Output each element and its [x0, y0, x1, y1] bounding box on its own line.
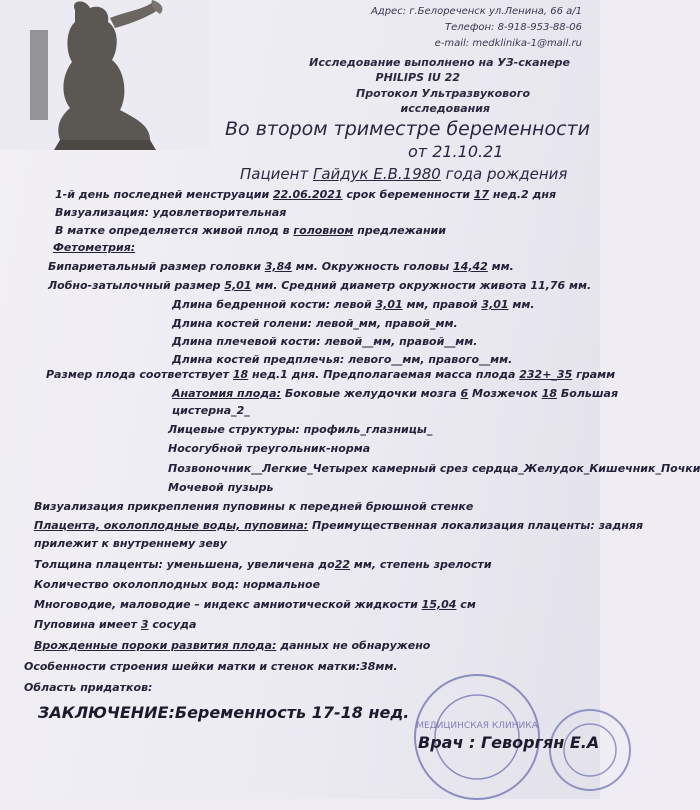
- hc-value: 14,42: [453, 260, 488, 273]
- mass-label: нед.1 дня. Предполагаемая масса плода: [248, 368, 520, 381]
- header-email: e-mail: medklinika-1@mail.ru: [434, 38, 582, 49]
- header-address: Адрес: г.Белореченск ул.Ленина, 66 а/1: [370, 6, 582, 17]
- afi-line: [34, 598, 476, 611]
- cord-line: Визуализация прикрепления пуповины к передней брюшной стенке: [34, 500, 474, 513]
- fetus-line: [55, 224, 446, 237]
- fetus-suffix: предлежании: [353, 224, 446, 237]
- bpd-label: Бипариетальный размер головки: [48, 260, 265, 273]
- header-protocol-1: Протокол Ультразвукового: [355, 87, 530, 100]
- header-phone: Телефон: 8-918-953-88-06: [445, 22, 582, 33]
- ofd-label: Лобно-затылочный размер: [48, 279, 225, 292]
- placenta-location: Преимущественная локализация плаценты: задняя: [308, 519, 644, 532]
- anatomy-line: [172, 387, 618, 400]
- cerebellum-value: 18: [541, 387, 558, 400]
- humerus-line: Длина плечевой кости: левой__мм, правой__мм.: [172, 335, 478, 348]
- cervix-line: Особенности строения шейки матки и стенок матки:38мм.: [24, 660, 398, 673]
- thickness-label: Толщина плаценты: уменьшена, увеличена до: [34, 558, 335, 571]
- stamp-center-text: МЕДИЦИНСКАЯ КЛИНИКА: [416, 721, 538, 731]
- header-scanner-2: PHILIPS IU 22: [375, 71, 460, 84]
- ventricles-value: 6: [460, 387, 469, 400]
- tibia-line: Длина костей голени: левой_мм, правой_мм.: [172, 317, 458, 330]
- patient-line: [240, 165, 567, 183]
- fetometry-heading: Фетометрия:: [53, 241, 136, 254]
- defects-line: [34, 639, 430, 652]
- thickness-value: 22: [334, 558, 351, 571]
- afi-label: Многоводие, маловодие – индекс амниотической жидкости: [34, 598, 422, 611]
- patient-prefix: Пациент: [240, 165, 313, 183]
- face-line: Лицевые структуры: профиль_глазницы_: [168, 423, 433, 436]
- header-protocol-2: исследования: [400, 102, 490, 115]
- thickness-suffix: мм, степень зрелости: [350, 558, 492, 571]
- placenta-line: [34, 519, 643, 532]
- cistern-line: цистерна_2_: [172, 404, 250, 417]
- conclusion: ЗАКЛЮЧЕНИЕ:Беременность 17-18 нед.: [38, 703, 410, 722]
- anatomy-label: Анатомия плода:: [172, 387, 281, 400]
- femur-unit: мм.: [508, 298, 535, 311]
- bpd-value: 3,84: [264, 260, 292, 273]
- defects-result: данных не обнаружено: [276, 639, 431, 652]
- size-label: Размер плода соответствует: [46, 368, 233, 381]
- spine-line: Позвоночник__Легкие_Четырех камерный срез сердца_Желудок_Кишечник_Почки: [168, 462, 700, 475]
- gestation-weeks: 17: [473, 188, 490, 201]
- document-title: Во втором триместре беременности: [225, 118, 590, 140]
- statue-logo: [0, 0, 210, 150]
- vessels-line: [34, 618, 196, 631]
- gestation-label: срок беременности: [342, 188, 474, 201]
- hc-unit: мм.: [487, 260, 514, 273]
- femur-right-label: мм, правой: [402, 298, 482, 311]
- header-scanner-1: Исследование выполнено на УЗ-сканере: [309, 56, 570, 69]
- clinic-stamp: [392, 662, 562, 802]
- femur-right: 3,01: [481, 298, 509, 311]
- fetus-label: В матке определяется живой плод в: [55, 224, 294, 237]
- cerebellum-label: Мозжечок: [468, 387, 542, 400]
- fetus-position: головном: [293, 224, 354, 237]
- thickness-line: [34, 558, 492, 571]
- vessels-suffix: сосуда: [148, 618, 197, 631]
- lmp-line: [55, 188, 556, 201]
- placenta-line-2: прилежит к внутреннему зеву: [34, 537, 227, 550]
- femur-label: Длина бедренной кости: левой: [172, 298, 376, 311]
- gestation-suffix: нед.2 дня: [489, 188, 557, 201]
- afi-unit: см: [456, 598, 476, 611]
- adnexa-line: Область придатков:: [24, 681, 153, 694]
- femur-left: 3,01: [375, 298, 403, 311]
- lmp-label: 1-й день последней менструации: [55, 188, 273, 201]
- vessels-label: Пуповина имеет: [34, 618, 141, 631]
- abdomen-text: мм. Средний диаметр окружности живота 11,76 мм.: [251, 279, 592, 292]
- forearm-line: Длина костей предплечья: левого__мм, правого__мм.: [172, 353, 513, 366]
- cistern-label: Большая: [557, 387, 619, 400]
- ofd-value: 5,01: [224, 279, 252, 292]
- hc-label: мм. Окружность головы: [291, 260, 454, 273]
- patient-suffix: года рождения: [440, 165, 568, 183]
- afi-value: 15,04: [421, 598, 457, 611]
- size-line: [46, 368, 615, 381]
- placenta-label: Плацента, околоплодные воды, пуповина:: [34, 519, 309, 532]
- mass-value: 232+_35: [519, 368, 573, 381]
- ofd-line: [48, 279, 591, 292]
- size-weeks: 18: [232, 368, 249, 381]
- bladder-line: Мочевой пузырь: [168, 481, 274, 494]
- vessels-value: 3: [140, 618, 149, 631]
- ventricles-label: Боковые желудочки мозга: [280, 387, 461, 400]
- femur-line: [172, 298, 535, 311]
- fluid-line: Количество околоплодных вод: нормальное: [34, 578, 321, 591]
- defects-label: Врожденные пороки развития плода:: [34, 639, 277, 652]
- patient-name: Гайдук Е.В.1980: [312, 165, 441, 183]
- nasolabial-line: Носогубной треугольник-норма: [168, 442, 371, 455]
- doctor-signature: Врач : Геворгян Е.А: [418, 733, 600, 752]
- mass-unit: грамм: [572, 368, 616, 381]
- document-date: от 21.10.21: [408, 142, 504, 161]
- visualization-line: Визуализация: удовлетворительная: [55, 206, 287, 219]
- bpd-line: [48, 260, 514, 273]
- lmp-date: 22.06.2021: [272, 188, 343, 201]
